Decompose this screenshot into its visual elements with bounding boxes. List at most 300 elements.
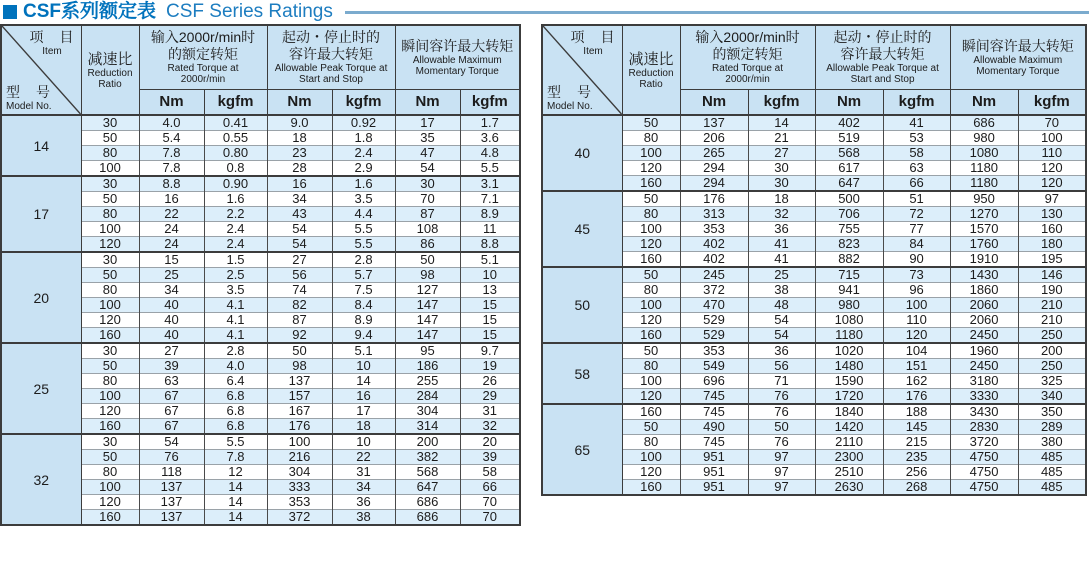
torque-value: 120 (1018, 176, 1086, 192)
torque-value: 1180 (950, 176, 1018, 192)
torque-value: 2.4 (332, 146, 395, 161)
reduction-ratio-value: 120 (622, 389, 680, 405)
torque-value: 1570 (950, 222, 1018, 237)
torque-value: 30 (395, 176, 460, 192)
reduction-ratio-value: 100 (81, 161, 139, 177)
torque-value: 74 (267, 283, 332, 298)
torque-value: 951 (680, 465, 748, 480)
torque-value: 8.8 (139, 176, 204, 192)
torque-value: 71 (748, 374, 815, 389)
torque-value: 0.55 (204, 131, 267, 146)
torque-value: 70 (395, 192, 460, 207)
torque-value: 340 (1018, 389, 1086, 405)
torque-value: 350 (1018, 404, 1086, 420)
item-label: 项 目 Item (570, 29, 616, 57)
torque-value: 98 (395, 268, 460, 283)
torque-value: 36 (332, 495, 395, 510)
reduction-ratio-value: 80 (81, 465, 139, 480)
torque-value: 325 (1018, 374, 1086, 389)
torque-value: 7.1 (460, 192, 520, 207)
torque-value: 4.4 (332, 207, 395, 222)
torque-value: 17 (395, 115, 460, 131)
ratings-row (1, 115, 520, 131)
ratings-row (542, 359, 1086, 374)
torque-value: 40 (139, 313, 204, 328)
ratings-row (542, 146, 1086, 161)
torque-value: 4.0 (204, 359, 267, 374)
torque-value: 372 (680, 283, 748, 298)
reduction-ratio-value: 100 (81, 298, 139, 313)
torque-value: 70 (460, 495, 520, 510)
torque-value: 84 (883, 237, 950, 252)
reduction-ratio-value: 80 (81, 207, 139, 222)
section-title-bar (0, 0, 1089, 22)
csf-ratings-table-right (541, 24, 1087, 496)
torque-value: 353 (680, 222, 748, 237)
reduction-ratio-value: 80 (622, 359, 680, 374)
ratings-row (542, 343, 1086, 359)
torque-value: 289 (1018, 420, 1086, 435)
torque-value: 1.6 (204, 192, 267, 207)
torque-value: 98 (267, 359, 332, 374)
torque-value: 67 (139, 389, 204, 404)
torque-value: 485 (1018, 465, 1086, 480)
torque-value: 76 (748, 435, 815, 450)
reduction-ratio-value: 30 (81, 115, 139, 131)
torque-value: 188 (883, 404, 950, 420)
reduction-ratio-value: 120 (81, 495, 139, 510)
torque-value: 31 (460, 404, 520, 419)
unit-kgfm-header: kgfm (1018, 89, 1086, 115)
torque-value: 4.1 (204, 328, 267, 344)
ratings-row (542, 176, 1086, 192)
torque-value: 40 (139, 328, 204, 344)
rated-torque-header: 输入2000r/min时 的额定转矩 Rated Torque at 2000r/min (680, 25, 815, 89)
torque-value: 304 (267, 465, 332, 480)
torque-value: 18 (748, 191, 815, 207)
torque-value: 2830 (950, 420, 1018, 435)
torque-value: 8.9 (460, 207, 520, 222)
ratings-row (542, 237, 1086, 252)
torque-value: 2060 (950, 313, 1018, 328)
torque-value: 3.5 (204, 283, 267, 298)
torque-value: 5.5 (204, 434, 267, 450)
reduction-ratio-value: 80 (622, 435, 680, 450)
torque-value: 4.8 (460, 146, 520, 161)
torque-value: 304 (395, 404, 460, 419)
torque-value: 353 (680, 343, 748, 359)
model-no-cell: 65 (542, 404, 622, 495)
torque-value: 1.7 (460, 115, 520, 131)
torque-value: 950 (950, 191, 1018, 207)
torque-value: 70 (1018, 115, 1086, 131)
torque-value: 97 (748, 450, 815, 465)
torque-value: 58 (883, 146, 950, 161)
torque-value: 686 (395, 510, 460, 526)
torque-value: 137 (139, 480, 204, 495)
torque-value: 7.8 (139, 161, 204, 177)
torque-value: 941 (815, 283, 883, 298)
torque-value: 100 (1018, 131, 1086, 146)
torque-value: 235 (883, 450, 950, 465)
torque-value: 100 (267, 434, 332, 450)
torque-value: 50 (267, 343, 332, 359)
torque-value: 5.1 (460, 252, 520, 268)
torque-value: 696 (680, 374, 748, 389)
reduction-ratio-value: 50 (622, 343, 680, 359)
ratings-row (1, 252, 520, 268)
reduction-ratio-value: 160 (622, 404, 680, 420)
ratings-row (542, 222, 1086, 237)
reduction-ratio-value: 100 (81, 222, 139, 237)
torque-value: 160 (1018, 222, 1086, 237)
reduction-ratio-value: 50 (622, 420, 680, 435)
reduction-ratio-value: 100 (622, 298, 680, 313)
torque-value: 63 (139, 374, 204, 389)
reduction-ratio-value: 100 (622, 450, 680, 465)
torque-value: 97 (748, 480, 815, 496)
torque-value: 26 (460, 374, 520, 389)
unit-nm-header: Nm (395, 89, 460, 115)
torque-value: 27 (748, 146, 815, 161)
torque-value: 145 (883, 420, 950, 435)
torque-value: 0.80 (204, 146, 267, 161)
ratings-row (542, 267, 1086, 283)
reduction-ratio-value: 120 (81, 313, 139, 328)
torque-value: 1840 (815, 404, 883, 420)
torque-value: 27 (139, 343, 204, 359)
torque-value: 41 (883, 115, 950, 131)
torque-value: 1.8 (332, 131, 395, 146)
reduction-ratio-value: 30 (81, 343, 139, 359)
torque-value: 2450 (950, 328, 1018, 344)
torque-value: 53 (883, 131, 950, 146)
torque-value: 882 (815, 252, 883, 268)
torque-value: 951 (680, 480, 748, 496)
torque-value: 4750 (950, 465, 1018, 480)
unit-nm-header: Nm (680, 89, 748, 115)
torque-value: 167 (267, 404, 332, 419)
ratings-row (1, 434, 520, 450)
torque-value: 5.5 (460, 161, 520, 177)
torque-value: 137 (267, 374, 332, 389)
torque-value: 15 (460, 298, 520, 313)
reduction-ratio-value: 50 (81, 268, 139, 283)
torque-value: 56 (748, 359, 815, 374)
reduction-ratio-value: 100 (622, 374, 680, 389)
reduction-ratio-value: 50 (81, 450, 139, 465)
torque-value: 1180 (815, 328, 883, 344)
ratings-row (1, 343, 520, 359)
unit-nm-header: Nm (139, 89, 204, 115)
torque-value: 8.4 (332, 298, 395, 313)
torque-value: 0.90 (204, 176, 267, 192)
torque-value: 755 (815, 222, 883, 237)
torque-value: 210 (1018, 298, 1086, 313)
torque-value: 110 (1018, 146, 1086, 161)
model-no-cell: 14 (1, 115, 81, 176)
torque-value: 180 (1018, 237, 1086, 252)
torque-value: 41 (748, 252, 815, 268)
torque-value: 82 (267, 298, 332, 313)
torque-value: 2.5 (204, 268, 267, 283)
reduction-ratio-value: 80 (622, 283, 680, 298)
torque-value: 25 (139, 268, 204, 283)
torque-value: 14 (204, 480, 267, 495)
model-no-cell: 17 (1, 176, 81, 252)
torque-value: 2.9 (332, 161, 395, 177)
torque-value: 23 (267, 146, 332, 161)
torque-value: 333 (267, 480, 332, 495)
torque-value: 162 (883, 374, 950, 389)
ratings-row (542, 161, 1086, 176)
torque-value: 195 (1018, 252, 1086, 268)
torque-value: 147 (395, 328, 460, 344)
torque-value: 147 (395, 298, 460, 313)
torque-value: 73 (883, 267, 950, 283)
torque-value: 92 (267, 328, 332, 344)
torque-value: 100 (883, 298, 950, 313)
torque-value: 3430 (950, 404, 1018, 420)
ratings-row (542, 115, 1086, 131)
torque-value: 147 (395, 313, 460, 328)
torque-value: 380 (1018, 435, 1086, 450)
torque-value: 14 (204, 510, 267, 526)
ratings-row (542, 374, 1086, 389)
torque-value: 28 (267, 161, 332, 177)
torque-value: 87 (395, 207, 460, 222)
torque-value: 120 (883, 328, 950, 344)
torque-value: 617 (815, 161, 883, 176)
torque-value: 30 (748, 161, 815, 176)
reduction-ratio-value: 120 (622, 161, 680, 176)
torque-value: 3.1 (460, 176, 520, 192)
item-label: 项 目 Item (29, 29, 75, 57)
torque-value: 250 (1018, 359, 1086, 374)
ratings-row (542, 131, 1086, 146)
torque-value: 137 (139, 495, 204, 510)
reduction-ratio-value: 120 (622, 237, 680, 252)
torque-value: 20 (460, 434, 520, 450)
torque-value: 715 (815, 267, 883, 283)
torque-value: 1080 (950, 146, 1018, 161)
torque-value: 190 (1018, 283, 1086, 298)
ratings-tables-container (0, 24, 1089, 526)
torque-value: 18 (332, 419, 395, 435)
model-no-cell: 50 (542, 267, 622, 343)
title-rule-line (345, 11, 1089, 14)
torque-value: 2.8 (332, 252, 395, 268)
section-title-cn: CSF系列额定表 (23, 1, 157, 22)
torque-value: 216 (267, 450, 332, 465)
torque-value: 951 (680, 450, 748, 465)
torque-value: 10 (332, 359, 395, 374)
torque-value: 13 (460, 283, 520, 298)
torque-value: 24 (139, 237, 204, 253)
torque-value: 1590 (815, 374, 883, 389)
torque-value: 1020 (815, 343, 883, 359)
torque-value: 823 (815, 237, 883, 252)
reduction-ratio-value: 160 (622, 176, 680, 192)
torque-value: 686 (395, 495, 460, 510)
torque-value: 118 (139, 465, 204, 480)
torque-value: 5.1 (332, 343, 395, 359)
torque-value: 206 (680, 131, 748, 146)
torque-value: 35 (395, 131, 460, 146)
torque-value: 2630 (815, 480, 883, 496)
torque-value: 4.0 (139, 115, 204, 131)
torque-value: 176 (883, 389, 950, 405)
torque-value: 16 (332, 389, 395, 404)
torque-value: 0.92 (332, 115, 395, 131)
unit-kgfm-header: kgfm (204, 89, 267, 115)
torque-value: 14 (748, 115, 815, 131)
torque-value: 1720 (815, 389, 883, 405)
reduction-ratio-value: 50 (81, 131, 139, 146)
ratings-row (542, 252, 1086, 268)
reduction-ratio-value: 120 (622, 465, 680, 480)
torque-value: 1.6 (332, 176, 395, 192)
torque-value: 50 (748, 420, 815, 435)
reduction-ratio-value: 160 (81, 510, 139, 526)
torque-value: 66 (883, 176, 950, 192)
torque-value: 87 (267, 313, 332, 328)
torque-value: 382 (395, 450, 460, 465)
torque-value: 54 (267, 237, 332, 253)
ratings-row (542, 191, 1086, 207)
torque-value: 176 (267, 419, 332, 435)
ratings-table-body (542, 115, 1086, 495)
torque-value: 200 (1018, 343, 1086, 359)
torque-value: 8.8 (460, 237, 520, 253)
ratings-row (542, 435, 1086, 450)
torque-value: 70 (460, 510, 520, 526)
unit-nm-header: Nm (815, 89, 883, 115)
torque-value: 3.5 (332, 192, 395, 207)
torque-value: 96 (883, 283, 950, 298)
torque-value: 2450 (950, 359, 1018, 374)
torque-value: 1960 (950, 343, 1018, 359)
torque-value: 245 (680, 267, 748, 283)
torque-value: 51 (883, 191, 950, 207)
torque-value: 402 (680, 237, 748, 252)
reduction-ratio-value: 50 (81, 359, 139, 374)
ratings-row (542, 298, 1086, 313)
torque-value: 72 (883, 207, 950, 222)
torque-value: 10 (460, 268, 520, 283)
ratings-row (542, 450, 1086, 465)
ratings-row (542, 283, 1086, 298)
unit-kgfm-header: kgfm (748, 89, 815, 115)
reduction-ratio-value: 30 (81, 252, 139, 268)
torque-value: 402 (680, 252, 748, 268)
torque-value: 19 (460, 359, 520, 374)
torque-value: 9.4 (332, 328, 395, 344)
torque-value: 12 (204, 465, 267, 480)
torque-value: 34 (267, 192, 332, 207)
torque-value: 4.1 (204, 313, 267, 328)
momentary-torque-header: 瞬间容许最大转矩 Allowable Maximum Momentary Torque (395, 25, 520, 89)
torque-value: 24 (139, 222, 204, 237)
title-square-marker (3, 5, 17, 19)
torque-value: 21 (748, 131, 815, 146)
torque-value: 1180 (950, 161, 1018, 176)
torque-value: 97 (1018, 191, 1086, 207)
torque-value: 76 (748, 404, 815, 420)
ratings-row (542, 207, 1086, 222)
torque-value: 137 (680, 115, 748, 131)
torque-value: 568 (815, 146, 883, 161)
reduction-ratio-value: 160 (81, 328, 139, 344)
torque-value: 157 (267, 389, 332, 404)
torque-value: 3.6 (460, 131, 520, 146)
torque-value: 27 (267, 252, 332, 268)
torque-value: 30 (748, 176, 815, 192)
model-no-label: 型 号 Model No. (547, 84, 593, 112)
torque-value: 4.1 (204, 298, 267, 313)
reduction-ratio-value: 120 (81, 404, 139, 419)
reduction-ratio-value: 50 (622, 191, 680, 207)
torque-value: 16 (267, 176, 332, 192)
torque-value: 54 (748, 328, 815, 344)
torque-value: 0.8 (204, 161, 267, 177)
reduction-ratio-value: 50 (622, 115, 680, 131)
torque-value: 146 (1018, 267, 1086, 283)
torque-value: 14 (332, 374, 395, 389)
torque-value: 54 (267, 222, 332, 237)
torque-value: 15 (139, 252, 204, 268)
reduction-ratio-value: 120 (81, 237, 139, 253)
torque-value: 22 (139, 207, 204, 222)
reduction-ratio-value: 80 (622, 207, 680, 222)
reduction-ratio-value: 120 (622, 313, 680, 328)
torque-value: 34 (139, 283, 204, 298)
torque-value: 67 (139, 419, 204, 435)
torque-value: 7.8 (204, 450, 267, 465)
torque-value: 15 (460, 313, 520, 328)
torque-value: 1760 (950, 237, 1018, 252)
torque-value: 1430 (950, 267, 1018, 283)
torque-value: 186 (395, 359, 460, 374)
torque-value: 745 (680, 389, 748, 405)
torque-value: 22 (332, 450, 395, 465)
torque-value: 2060 (950, 298, 1018, 313)
torque-value: 130 (1018, 207, 1086, 222)
torque-value: 15 (460, 328, 520, 344)
torque-value: 54 (748, 313, 815, 328)
torque-value: 210 (1018, 313, 1086, 328)
torque-value: 67 (139, 404, 204, 419)
peak-torque-header: 起动・停止时的 容许最大转矩 Allowable Peak Torque at Start and Stop (815, 25, 950, 89)
torque-value: 76 (139, 450, 204, 465)
torque-value: 372 (267, 510, 332, 526)
ratings-row (542, 313, 1086, 328)
torque-value: 0.41 (204, 115, 267, 131)
torque-value: 6.8 (204, 389, 267, 404)
torque-value: 1480 (815, 359, 883, 374)
torque-value: 8.9 (332, 313, 395, 328)
torque-value: 3180 (950, 374, 1018, 389)
torque-value: 313 (680, 207, 748, 222)
torque-value: 110 (883, 313, 950, 328)
torque-value: 11 (460, 222, 520, 237)
reduction-ratio-value: 160 (622, 252, 680, 268)
torque-value: 127 (395, 283, 460, 298)
torque-value: 250 (1018, 328, 1086, 344)
reduction-ratio-header: 减速比 Reduction Ratio (81, 25, 139, 115)
torque-value: 519 (815, 131, 883, 146)
torque-value: 686 (950, 115, 1018, 131)
